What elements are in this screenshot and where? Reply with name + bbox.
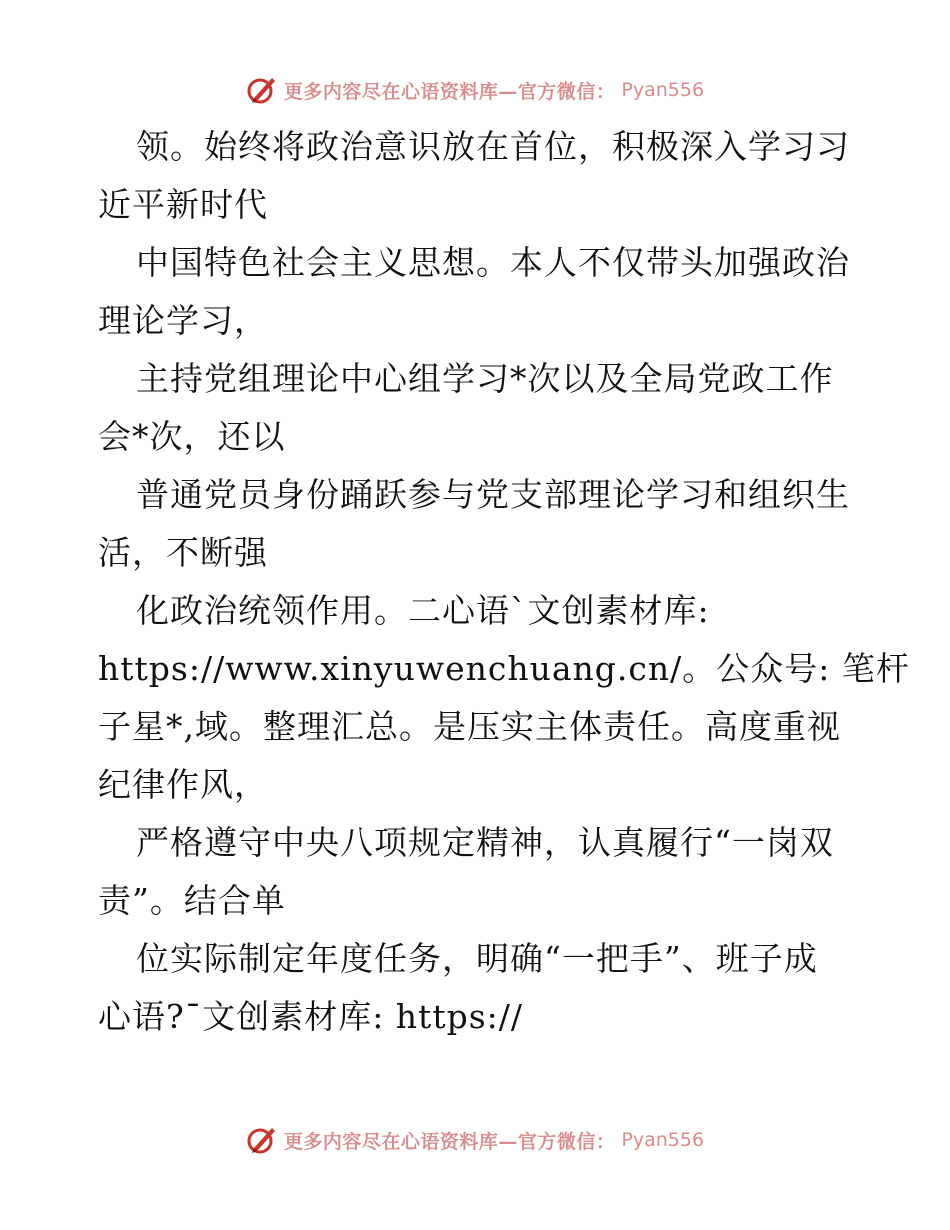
text-line: 中国特色社会主义思想。本人不仅带头加强政治 [136, 243, 850, 282]
text-line: 会*次，还以 [98, 417, 286, 456]
watermark-text: 更多内容尽在心语资料库—官方微信： [283, 1130, 616, 1153]
text-line: 活，不断强 [98, 533, 268, 572]
text-line: 责”。结合单 [98, 881, 286, 920]
header-watermark [0, 70, 950, 110]
text-line: 普通党员身份踊跃参与党支部理论学习和组织生 [136, 475, 850, 514]
text-line: 领。始终将政治意识放在首位，积极深入学习习 [136, 127, 850, 166]
text-line: 近平新时代 [98, 185, 268, 224]
text-line: 严格遵守中央八项规定精神，认真履行“一岗双 [136, 823, 834, 862]
text-line: 心语?¯文创素材库: https:// [98, 997, 523, 1036]
text-line: 子星*,域。整理汇总。是压实主体责任。高度重视 [98, 707, 841, 746]
quill-pen-logo-icon [246, 74, 278, 106]
text-line: 主持党组理论中心组学习*次以及全局党政工作 [136, 359, 834, 398]
text-line: 化政治统领作用。二心语`文创素材库: [136, 591, 710, 630]
text-line: 位实际制定年度任务，明确“一把手”、班子成 [136, 939, 818, 978]
text-line: 理论学习， [98, 301, 268, 340]
text-line: https://www.xinyuwenchuang.cn/。公众号: 笔杆 [98, 649, 910, 688]
quill-pen-logo-icon [246, 1124, 278, 1156]
watermark-account: Pyan556 [621, 1129, 705, 1151]
document-body [98, 118, 910, 1046]
watermark-account: Pyan556 [621, 79, 705, 101]
footer-watermark [0, 1120, 950, 1160]
watermark-text: 更多内容尽在心语资料库—官方微信： [283, 80, 616, 103]
text-line: 纪律作风， [98, 765, 268, 804]
